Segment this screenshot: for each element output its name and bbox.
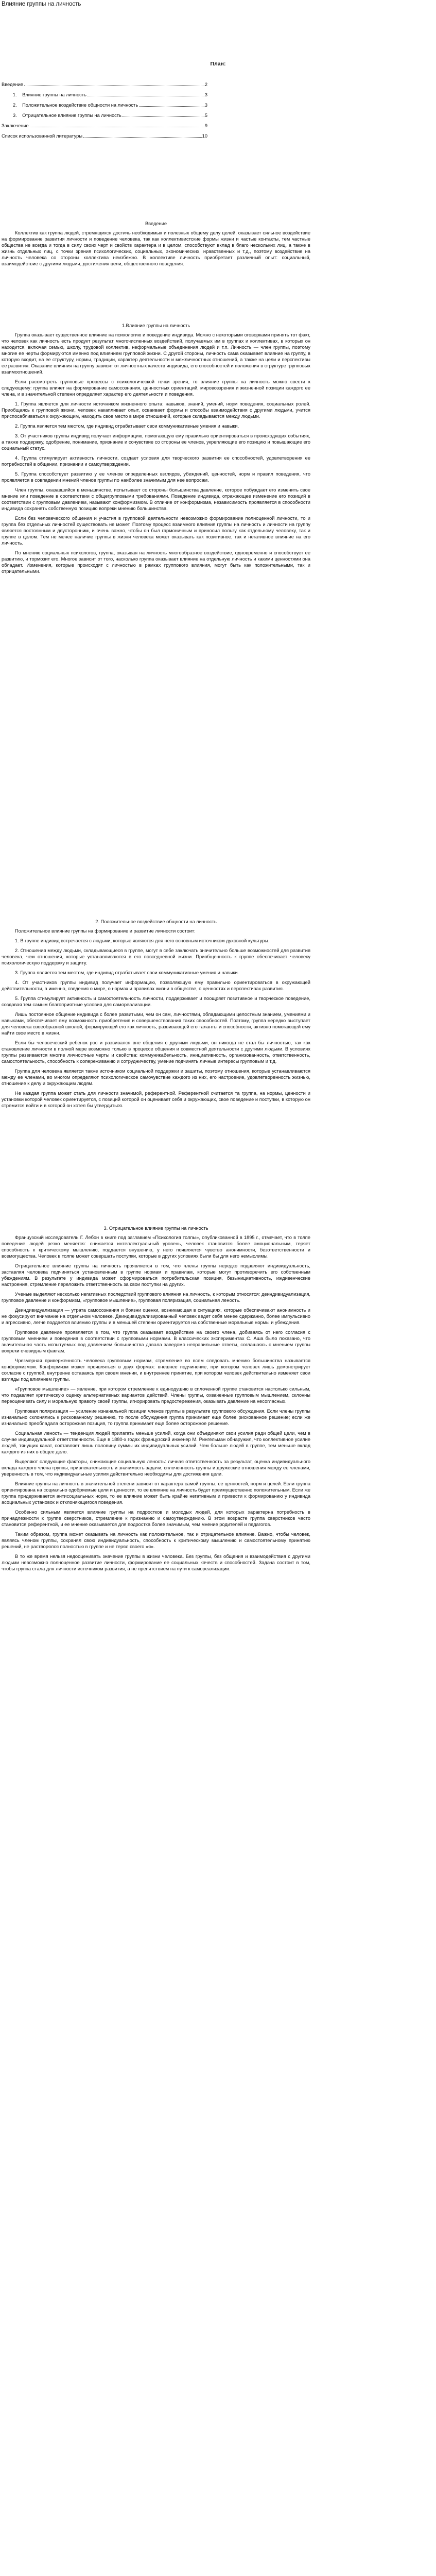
toc-dot-leader: [123, 116, 204, 117]
paragraph: Социальная леность — тенденция людей прилагать меньше усилий, когда они объединяют свои усилия ради общей цели, чем в случае индивидуальной ответственности. Еще в 1880-х годах французский инженер М. Рингельман обнаружил, что коллективное усилие людей, тянущих канат, составляет лишь половину суммы их индивидуальных усилий. Чем больше людей в группе, тем меньше вклад каждого из них в общее дело.: [2, 1431, 310, 1454]
toc-entry-label: Список использованной литературы: [2, 133, 83, 139]
toc-entry-page: 10: [202, 133, 207, 139]
chapter-2-section: [2, 914, 310, 1112]
toc-entry[interactable]: [2, 77, 207, 88]
paragraph: 3. От участников группы индивид получает информацию, помогающую ему правильно ориентироваться в происходящих событиях, а также поддержку, одобрение, понимание, признание и сочувствие со стороны ее членов, укрепляющие его позицию и повышающие его социальный статус.: [2, 433, 310, 451]
toc-entry[interactable]: [2, 118, 207, 129]
paragraph: 3. Группа является тем местом, где индивид отрабатывает свои коммуникативные умения и навыки.: [15, 970, 239, 975]
toc-entry-label: Заключение: [2, 123, 29, 128]
paragraph: 1. В группе индивид встречается с людьми, которые являются для него основным источником духовной культуры.: [15, 938, 270, 943]
section-heading: 3. Отрицательное влияние группы на личность: [103, 1226, 208, 1231]
toc-dot-leader: [83, 137, 202, 138]
paragraph: Не каждая группа может стать для личности значимой, референтной. Референтной считается та группа, на нормы, ценности и установки которой человек ориентируется, с позиций которой он оценивает себя и окружающих, свое поведение и поступки, в которую он стремится войти и в которой он хотел бы утвердиться.: [2, 1091, 310, 1108]
paragraph: Положительное влияние группы на формирование и развитие личности состоит:: [15, 928, 196, 934]
chapter-1-section: [2, 318, 310, 578]
paragraph: 4. От участников группы индивид получает информацию, позволяющую ему правильно ориентироваться в окружающей действительности, а именно, сведения о мире, о нормах и правилах жизни в обществе, о ценностях и перспективах развития.: [2, 980, 310, 991]
toc-entry-label: Введение: [2, 82, 24, 87]
paragraph: Если без человеческого общения и участия в групповой деятельности невозможно формирование полноценной личности, то и группа без отдельных личностей существовать не может. Поэтому процесс взаимного влияния группы на личность и личности на группу является постоянным и двусторонним, и очень важно, чтобы он был гармоничным и приносил пользу как отдельному человеку, так и группе в целом. Тем не менее наличие группы в жизни человека может оказывать как позитивное, так и негативное влияние на его личность.: [2, 516, 310, 546]
paragraph: Групповое давление проявляется в том, что группа оказывает воздействие на своего члена, добиваясь от него согласия с групповым мнением и поведения в соответствии с групповыми нормами. В классических экспериментах С. Аша было показано, что значительная часть испытуемых под давлением большинства давала заведомо неправильные ответы, соглашаясь с мнением группы вопреки очевидным фактам.: [2, 1330, 310, 1353]
section-heading: 2. Положительное воздействие общности на личность: [95, 919, 217, 924]
paragraph: В то же время нельзя недооценивать значение группы в жизни человека. Без группы, без общения и взаимодействия с другими людьми невозможно полноценное развитие личности, формирование ее социальных качеств и способностей. Задача состоит в том, чтобы группа стала для личности источником развития, а не препятствием на пути к самореализации.: [2, 1554, 310, 1571]
paragraph: Ученые выделяют несколько негативных последствий группового влияния на личность, к которым относятся: деиндивидуализация, групповое давление и конформизм, «групповое мышление», групповая поляризация, социальная леность.: [2, 1292, 310, 1303]
toc-dot-leader: [139, 106, 204, 107]
toc-entry-page: 3: [204, 103, 207, 108]
toc-entry-label: 3. Отрицательное влияние группы на личность: [13, 113, 121, 118]
toc-entry-label: 1. Влияние группы на личность: [13, 92, 86, 97]
toc-entry[interactable]: [2, 108, 207, 118]
paragraph: «Групповое мышление» — явление, при котором стремление к единодушию в сплоченной группе становится настолько сильным, что подавляет критическую оценку альтернативных вариантов действий. Члены группы, охваченные групповым мышлением, склонны переоценивать силу и моральную правоту своей группы, игнорировать предостережения, оказывать давление на несогласных.: [2, 1386, 310, 1404]
document-title: Влияние группы на личность: [2, 1, 81, 7]
chapter-3-section: [2, 1221, 310, 1575]
toc-entry-page: 3: [204, 92, 207, 97]
toc-entry-page: 9: [204, 123, 207, 128]
paragraph: Группа оказывает существенное влияние на психологию и поведение индивида. Можно с некоторыми оговорками принять тот факт, что человек как личность есть продукт результат многочисленных воздействий, получаемых им в группах и коллективах, в которых он находится, включая семью, школу, трудовой коллектив, неформальные объединения людей и т.п. Личность — член группы, поэтому многие ее черты формируются именно под влиянием групповой жизни. С другой стороны, личность сама оказывает влияние на группу, в которую входит, на ее структуру, нормы, традиции, характер деятельности и межличностных отношений, а также на цели и перспективы ее развития. Оказание влияния на группу зависит от личностных качеств индивида, его способностей и положения в структуре групповых взаимоотношений.: [2, 332, 310, 375]
paragraph: 1. Группа является для личности источником жизненного опыта: навыков, знаний, умений, норм поведения, социальных ролей. Приобщаясь к групповой жизни, человек накапливает опыт, осваивает формы и способы взаимодействия с другими людьми, учится приспосабливаться к окружающим, находить свое место в мире отношений, которые складываются между людьми.: [2, 401, 310, 419]
paragraph: Коллектив как группа людей, стремящихся достичь необходимых и полезных общему делу целей, оказывает сильное воздействие на формирование развития личности и поведение человека, так как коллективистские формы жизни и частые контакты, тем частные общества не всегда и тогда в силу своих черт и свойств характера и в целом, способствуют вклад в благо нескольких лиц, а также в жизнь отдельных лиц, с точки зрения психологических, социальных, экономических, нравственных и т.д., поэтому воздействие на личность человека со стороны коллектива неизбежно. В коллективе личность приобретает различный опыт: социальный, взаимодействие с другими людьми, достижения цели, общественного поведения.: [2, 230, 310, 266]
paragraph: Групповая поляризация — усиление изначальной позиции членов группы в результате группового обсуждения. Если члены группы изначально склонялись к рискованному решению, то после обсуждения группа принимает еще более рискованное решение; если же изначально преобладала осторожная позиция, то группа принимает еще более осторожное решение.: [2, 1409, 310, 1426]
paragraph: 2. Отношения между людьми, складывающиеся в группе, могут в себе заключать значительно больше возможностей для развития человека, чем отношения, которые устанавливаются в его повседневной жизни. Приобщенность к группе обеспечивает человеку психологическую поддержку и защиту.: [2, 948, 310, 965]
toc-entry[interactable]: [2, 98, 207, 108]
paragraph: По мнению социальных психологов, группа, оказывая на личность многообразное воздействие, одновременно и способствует ее развитию, и тормозит его. Многое зависит от того, насколько группа оказывает влияние на отдельную личность и какими ценностями она обладает. Изменения, которые происходят с личностью в рамках группового влияния, могут быть как положительными, так и отрицательными.: [2, 550, 310, 574]
plan-heading: План:: [210, 61, 226, 67]
paragraph: Член группы, оказавшийся в меньшинстве, испытывает со стороны большинства давление, которое побуждает его изменить свое мнение или поведение в соответствии с общегрупповыми требованиями. Поведение индивида, отражающее изменение его позиций в соответствии с групповым давлением, называют конформизмом. В отличие от конформизма, независимость проявляется в способности индивида сохранять собственную позицию вопреки мнению большинства.: [2, 487, 310, 511]
paragraph: Деиндивидуализация — утрата самосознания и боязни оценки, возникающая в ситуациях, которые обеспечивают анонимность и не фокусируют внимание на отдельном человеке. Деиндивидуализированный человек ведет себя менее сдержанно, более импульсивно и агрессивно, легче поддается влиянию группы и в меньшей степени ориентируется на собственные моральные нормы и убеждения.: [2, 1308, 310, 1325]
paragraph: Таким образом, группа может оказывать на личность как положительное, так и отрицательное влияние. Важно, чтобы человек, являясь членом группы, сохранял свою индивидуальность, способность к критическому мышлению и самостоятельному принятию решений, не растворялся полностью в группе и не терял своего «я».: [2, 1532, 310, 1549]
paragraph: 2. Группа является тем местом, где индивид отрабатывает свои коммуникативные умения и навыки.: [15, 423, 239, 429]
toc-entry[interactable]: [2, 129, 207, 139]
section-heading: 1.Влияние группы на личность: [121, 323, 190, 328]
paragraph: 5. Группа стимулирует активность и самостоятельность личности, поддерживает и поощряет позитивное и творческое поведение, создавая тем самым благоприятные условия для самореализации.: [2, 996, 310, 1007]
table-of-contents: [2, 77, 207, 139]
toc-entry-label: 2. Положительное воздействие общности на личность: [13, 103, 138, 108]
section-heading: Введение: [145, 221, 167, 226]
paragraph: Группа для человека является также источником социальной поддержки и зашиты, поэтому отношения, которые устанавливаются между ее членами, во многом определяют психологическое самочувствие каждого из них, его настроение, удовлетворенность жизнью, отношение к делу и окружающим людям.: [2, 1069, 310, 1086]
paragraph: 4. Группа стимулирует активность личности, создает условия для творческого развития ее способностей, удовлетворения ее потребностей в общении, признании и самоутверждении.: [2, 455, 310, 467]
toc-entry[interactable]: [2, 88, 207, 98]
paragraph: Особенно сильным является влияние группы на подростков и молодых людей, для которых характерна потребность в принадлежности к группе сверстников, стремление к признанию и самоутверждению. В этом возрасте группа сверстников часто становится референтной, и ее мнение оказывается для подростка более значимым, чем мнение родителей и педагогов.: [2, 1510, 310, 1527]
paragraph: Если бы человеческий ребенок рос и развивался вне общения с другими людьми, он никогда не стал бы личностью, так как становление личности в полной мере возможно только в процессе общения и совместной деятельности с другими людьми. В условиях группы развиваются многие личностные черты и свойства: коммуникабельность, инициативность, организованность, ответственность, самостоятельность, способность к сопереживанию и сотрудничеству, умение подчинять личные интересы групповым и т.д.: [2, 1040, 310, 1064]
paragraph: Отрицательное влияние группы на личность проявляется в том, что члены группы нередко подавляют индивидуальность, заставляя человека подчиняться установленным в группе нормам и правилам, которые могут противоречить его собственным убеждениям. В результате у индивида может сформироваться потребительская позиция, безынициативность, иждивенческие настроения, стремление переложить ответственность за свои поступки на других.: [2, 1263, 310, 1287]
paragraph: Выделяют следующие факторы, снижающие социальную леность: личная ответственность за результат, оценка индивидуального вклада каждого члена группы, привлекательность и значимость задачи, сплоченность группы и дружеские отношения между ее членами, уверенность в том, что индивидуальные усилия действительно необходимы для достижения цели.: [2, 1459, 310, 1477]
paragraph: Чрезмерная приверженность человека групповым нормам, стремление во всем следовать мнению большинства называется конформизмом. Конформизм может проявляться в двух формах: внешнее подчинение, при котором человек лишь демонстрирует согласие с группой, внутренне оставаясь при своем мнении, и внутреннее принятие, при котором человек действительно изменяет свои взгляды под влиянием группы.: [2, 1358, 310, 1382]
toc-entry-page: 2: [204, 82, 207, 87]
introduction-section: [2, 221, 310, 270]
paragraph: Влияние группы на личность в значительной степени зависит от характера самой группы, ее ценностей, норм и целей. Если группа ориентирована на социально одобряемые цели и ценности, то ее влияние на личность будет преимущественно положительным. Если же группа придерживается антисоциальных норм, то ее влияние может быть крайне негативным и привести к формированию у индивида асоциальных установок и отклоняющегося поведения.: [2, 1481, 310, 1505]
paragraph: 5. Группа способствует развитию у ее членов определенных взглядов, убеждений, ценностей, норм и правил поведения, что проявляется в совпадении мнений членов группы по наиболее значимым для нее вопросам.: [2, 471, 310, 483]
paragraph: Лишь постоянное общение индивида с более развитыми, чем он сам, личностями, обладающими целостным знанием, умениями и навыками, обеспечивает ему возможность приобретения и совершенствования таких способностей. Поэтому, группа нередко выступает для человека своеобразной школой, формирующей его как личность, развивающей его таланты и способности, активно помогающей ему найти свое место в жизни.: [2, 1012, 310, 1036]
toc-entry-page: 5: [204, 113, 207, 118]
paragraph: Французский исследователь Г. Лебон в книге под заглавием «Психология толпы», опубликованной в 1895 г., отмечает, что в толпе поведение людей резко меняется: снижается интеллектуальный уровень, человек становится более эмоциональным, теряет способность к критическому мышлению, поддается внушению, у него появляется чувство анонимности, безответственности и всемогущества. Человек в толпе может совершать поступки, которые в других условиях были бы для него немыслимы.: [2, 1235, 310, 1259]
paragraph: Если рассмотреть групповые процессы с психологической точки зрения, то влияние группы на личность можно свести к следующему: группа влияет на формирование самосознания, ценностных ориентаций, мировоззрения и жизненной позиции каждого ее члена, и в значительной степени определяет характер его деятельности и поведения.: [2, 379, 310, 397]
